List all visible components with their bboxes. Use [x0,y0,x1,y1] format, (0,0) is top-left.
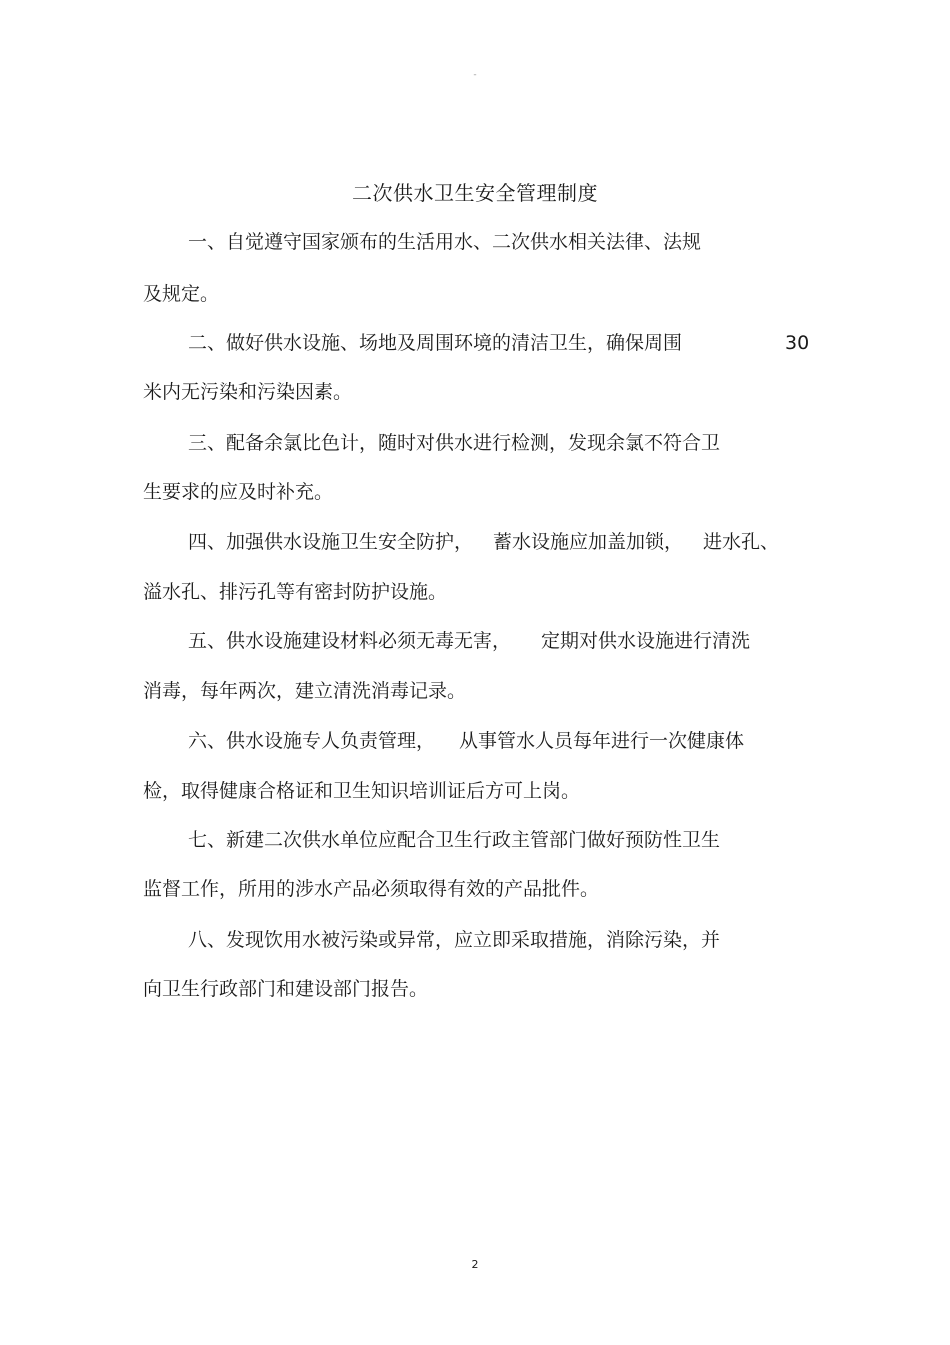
clause-4-part-c: 进水孔、 [703,531,780,553]
clause-6-part-a: 六、供水设施专人负责管理， [188,730,436,752]
clause-2-line-2: 米内无污染和污染因素。 [143,381,353,403]
clause-7-line-2: 监督工作，所用的涉水产品必须取得有效的产品批件。 [143,878,600,900]
clause-6-line-2: 检，取得健康合格证和卫生知识培训证后方可上岗。 [143,780,581,802]
header-mark: - [473,70,477,80]
clause-4-part-b: 蓄水设施应加盖加锁， [493,531,684,553]
clause-4-line-2: 溢水孔、排污孔等有密封防护设施。 [143,581,448,603]
clause-5-line-2: 消毒，每年两次，建立清洗消毒记录。 [143,680,467,702]
clause-5-line-1 [188,629,750,653]
clause-2-line-1 [188,331,682,355]
clause-8-line-1: 八、发现饮用水被污染或异常，应立即采取措施，消除污染，并 [188,929,721,951]
clause-2-line-1-text: 二、做好供水设施、场地及周围环境的清洁卫生，确保周围 [188,332,683,354]
page-number: 2 [471,1258,479,1271]
clause-1-line-1: 一、自觉遵守国家颁布的生活用水、二次供水相关法律、法规 [188,231,702,253]
clause-3-line-1: 三、配备余氯比色计，随时对供水进行检测，发现余氯不符合卫 [188,432,721,454]
clause-4-part-a: 四、加强供水设施卫生安全防护， [188,531,474,553]
clause-3-line-2: 生要求的应及时补充。 [143,481,334,503]
clause-4-line-1 [188,530,779,554]
clause-8-line-2: 向卫生行政部门和建设部门报告。 [143,978,429,1000]
clause-1-line-2: 及规定。 [143,283,220,305]
clause-5-part-b: 定期对供水设施进行清洗 [541,630,751,652]
clause-6-part-b: 从事管水人员每年进行一次健康体 [459,730,745,752]
document-title: 二次供水卫生安全管理制度 [352,181,598,205]
clause-5-part-a: 五、供水设施建设材料必须无毒无害， [188,630,512,652]
clause-2-number: 30 [785,332,810,354]
clause-7-line-1: 七、新建二次供水单位应配合卫生行政主管部门做好预防性卫生 [188,829,721,851]
clause-6-line-1 [188,729,744,753]
